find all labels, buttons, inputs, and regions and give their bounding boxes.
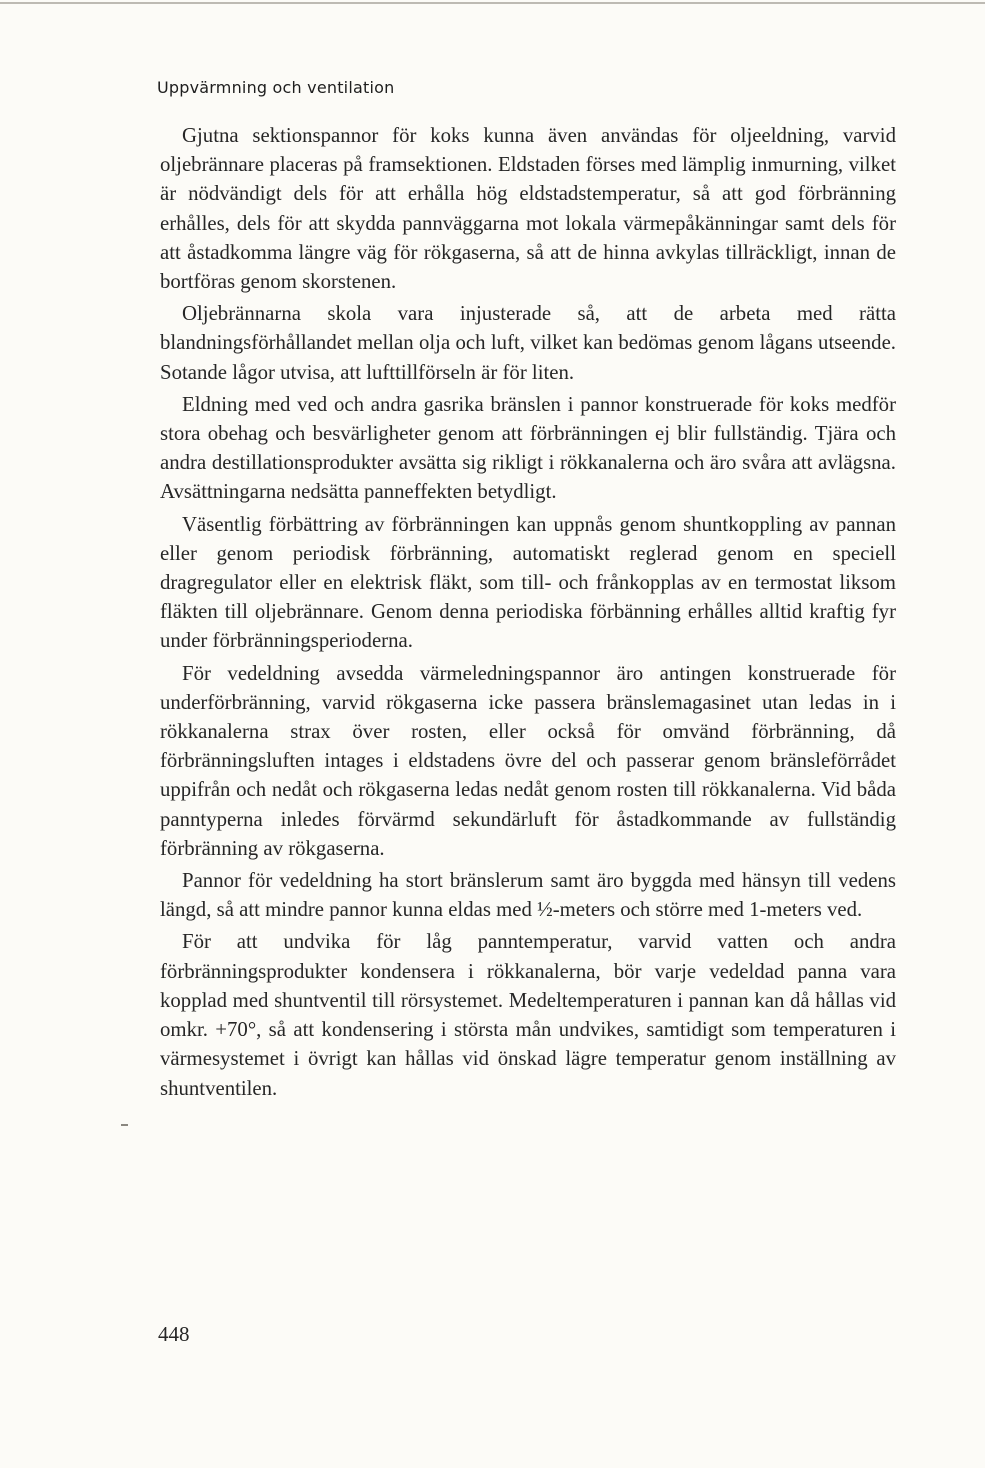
page-number: 448 [158,1322,190,1346]
paragraph-2: Oljebrännarna skola vara injusterade så, att de arbeta med rätta blandningsförhållandet mellan olja och luft, vilket kan bedömas genom lågans utseende. Sotande lågor utvisa, att lufttillförseln är för liten. [160,302,896,384]
running-header: Uppvärmning och ventilation [157,78,395,97]
body-text [160,121,896,1106]
paragraph-5: För vedeldning avsedda värmeledningspannor äro antingen konstruerade för underförbränning, varvid rökgaserna icke passera bränslemagasinet utan ledas in i rökkanalerna strax över rosten, eller också för omvänd förbränning, då förbränningsluften intages i eldstadens övre del och passerar genom bränsleförrådet uppifrån och nedåt och rökgaserna ledas nedåt genom rosten till rökkanalerna. Vid båda panntyperna inledes förvärmd sekundärluft för åstadkommande av fullständig förbränning av rökgaserna. [160,661,896,860]
paragraph-3: Eldning med ved och andra gasrika bränslen i pannor konstruerade för koks medför stora obehag och besvärligheter genom att förbränningen ej blir fullständig. Tjära och andra destillationsprodukter avsätta sig rikligt i rökkanalerna och äro svåra att avlägsna. Avsättningarna nedsätta panneffekten betydligt. [160,392,896,504]
top-edge-rule [0,2,985,4]
paragraph-1: Gjutna sektionspannor för koks kunna även användas för oljeeldning, varvid oljebrännare placeras på framsektionen. Eldstaden förses med lämplig inmurning, vilket är nödvändigt dels för att erhålla hög eldstadstemperatur, så att god förbränning erhålles, dels för att skydda pannväggarna mot lokala värmepåkänningar samt dels för att åstadkomma längre väg för rökgaserna, så att de hinna avkylas tillräckligt, innan de bortföras genom skorstenen. [160,124,896,294]
margin-mark [121,1124,128,1126]
paragraph-6: Pannor för vedeldning ha stort bränslerum samt äro byggda med hänsyn till vedens längd, så att mindre pannor kunna eldas med ½-meters och större med 1-meters ved. [160,869,896,922]
paragraph-7: För att undvika för låg panntemperatur, varvid vatten och andra förbränningsprodukter kondensera i rökkanalerna, bör varje vedeldad panna vara kopplad med shuntventil till rörsystemet. Medeltemperaturen i pannan kan då hållas vid omkr. +70°, så att kondensering i största mån undvikes, samtidigt som temperaturen i värmesystemet i övrigt kan hållas vid önskad lägre temperatur genom inställning av shuntventilen. [160,930,896,1100]
paragraph-4: Väsentlig förbättring av förbränningen kan uppnås genom shuntkoppling av pannan eller genom periodisk förbränning, automatiskt reglerad genom en speciell dragregulator eller en elektrisk fläkt, som till- och frånkopplas av en termostat liksom fläkten till oljebrännare. Genom denna periodiska förbänning erhålles alltid kraftig fyr under förbränningsperioderna. [160,512,896,653]
